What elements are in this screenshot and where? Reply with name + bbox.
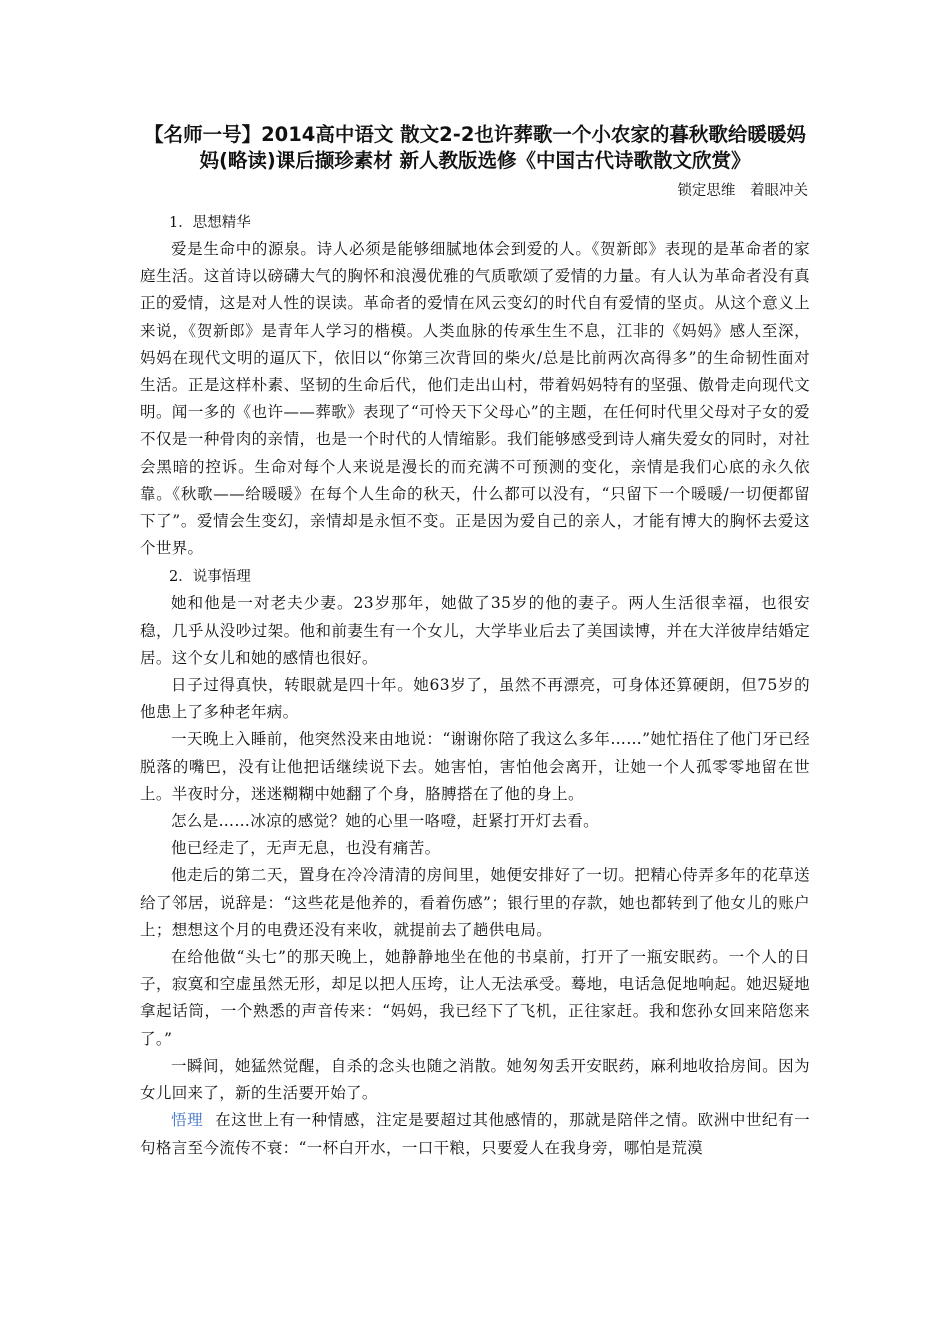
section-heading-thought: 1．思想精华 [169, 215, 251, 231]
document-title: 【名师一号】2014高中语文 散文2-2也许葬歌一个小农家的暮秋歌给暖暖妈妈(略读)课后撷珍素材 新人教版选修《中国古代诗歌散文欣赏》 [144, 123, 806, 172]
document-subtitle: 锁定思维 着眼冲关 [677, 183, 808, 199]
section-heading-story: 2．说事悟理 [169, 569, 251, 586]
story-paragraph: 她和他是一对老夫少妻。23岁那年，她做了35岁的他的妻子。两人生活很幸福，也很安稳，几乎从没吵过架。他和前妻生有一个女儿，大学毕业后去了美国读博，并在大洋彼岸结婚定居。这个女儿和她的感情也很好。 [140, 594, 810, 667]
story-paragraph: 一天晚上入睡前，他突然没来由地说：“谢谢你陪了我这么多年……”她忙捂住了他门牙已经脱落的嘴巴，没有让他把话继续说下去。她害怕，害怕他会离开，让她一个人孤零零地留在世上。半夜时分，迷迷糊糊中她翻了个身，胳膊搭在了他的身上。 [140, 730, 810, 803]
story-paragraph: 他已经走了，无声无息，也没有痛苦。 [171, 839, 441, 858]
story-paragraph: 一瞬间，她猛然觉醒，自杀的念头也随之消散。她匆匆丢开安眠药，麻利地收拾房间。因为女儿回来了，新的生活要开始了。 [140, 1056, 810, 1103]
story-paragraph: 怎么是……冰凉的感觉？她的心里一咯噔，赶紧打开灯去看。 [171, 812, 599, 831]
document-page [140, 122, 810, 1162]
insight-label: 悟理 [171, 1111, 204, 1130]
story-paragraph: 他走后的第二天，置身在冷冷清清的房间里，她便安排好了一切。把精心侍弄多年的花草送给了邻居，说辞是：“这些花是他养的，看着伤感”；银行里的存款，她也都转到了他女儿的账户上；想想这个月的电费还没有来收，就提前去了趟供电局。 [140, 866, 810, 939]
insight-text: 在这世上有一种情感，注定是要超过其他感情的，那就是陪伴之情。欧洲中世纪有一句格言至今流传不衰：“一杯白开水，一口干粮，只要爱人在我身旁，哪怕是荒漠 [140, 1111, 811, 1157]
section-paragraph: 爱是生命中的源泉。诗人必须是能够细腻地体会到爱的人。《贺新郎》表现的是革命者的家庭生活。这首诗以磅礴大气的胸怀和浪漫优雅的气质歌颂了爱情的力量。有人认为革命者没有真正的爱情，这是对人性的误读。革命者的爱情在风云变幻的时代自有爱情的坚贞。从这个意义上来说，《贺新郎》是青年人学习的楷模。人类血脉的传承生生不息，江非的《妈妈》感人至深，妈妈在现代文明的逼仄下，依旧以“你第三次背回的柴火/总是比前两次高得多”的生命韧性面对生活。正是这样朴素、坚韧的生命后代，他们走出山村，带着妈妈特有的坚强、傲骨走向现代文明。闻一多的《也许——葬歌》表现了“可怜天下父母心”的主题，在任何时代里父母对子女的爱不仅是一种骨肉的亲情，也是一个时代的人情缩影。我们能够感受到诗人痛失爱女的同时，对社会黑暗的控诉。生命对每个人来说是漫长的而充满不可预测的变化，亲情是我们心底的永久依靠。《秋歌——给暖暖》在每个人生命的秋天，什么都可以没有，“只留下一个暖暖/一切便都留下了”。爱情会生变幻，亲情却是永恒不变。正是因为爱自己的亲人，才能有博大的胸怀去爱这个世界。 [140, 240, 810, 558]
insight-paragraph [140, 1107, 810, 1161]
story-paragraph: 在给他做“头七”的那天晚上，她静静地坐在他的书桌前，打开了一瓶安眠药。一个人的日子，寂寞和空虚虽然无形，却足以把人压垮，让人无法承受。蓦地，电话急促地响起。她迟疑地拿起话筒，一个熟悉的声音传来：“妈妈，我已经下了飞机，正往家赶。我和您孙女回来陪您来了。” [140, 948, 810, 1048]
story-paragraph: 日子过得真快，转眼就是四十年。她63岁了，虽然不再漂亮，可身体还算硬朗，但75岁的他患上了多种老年病。 [140, 676, 810, 722]
